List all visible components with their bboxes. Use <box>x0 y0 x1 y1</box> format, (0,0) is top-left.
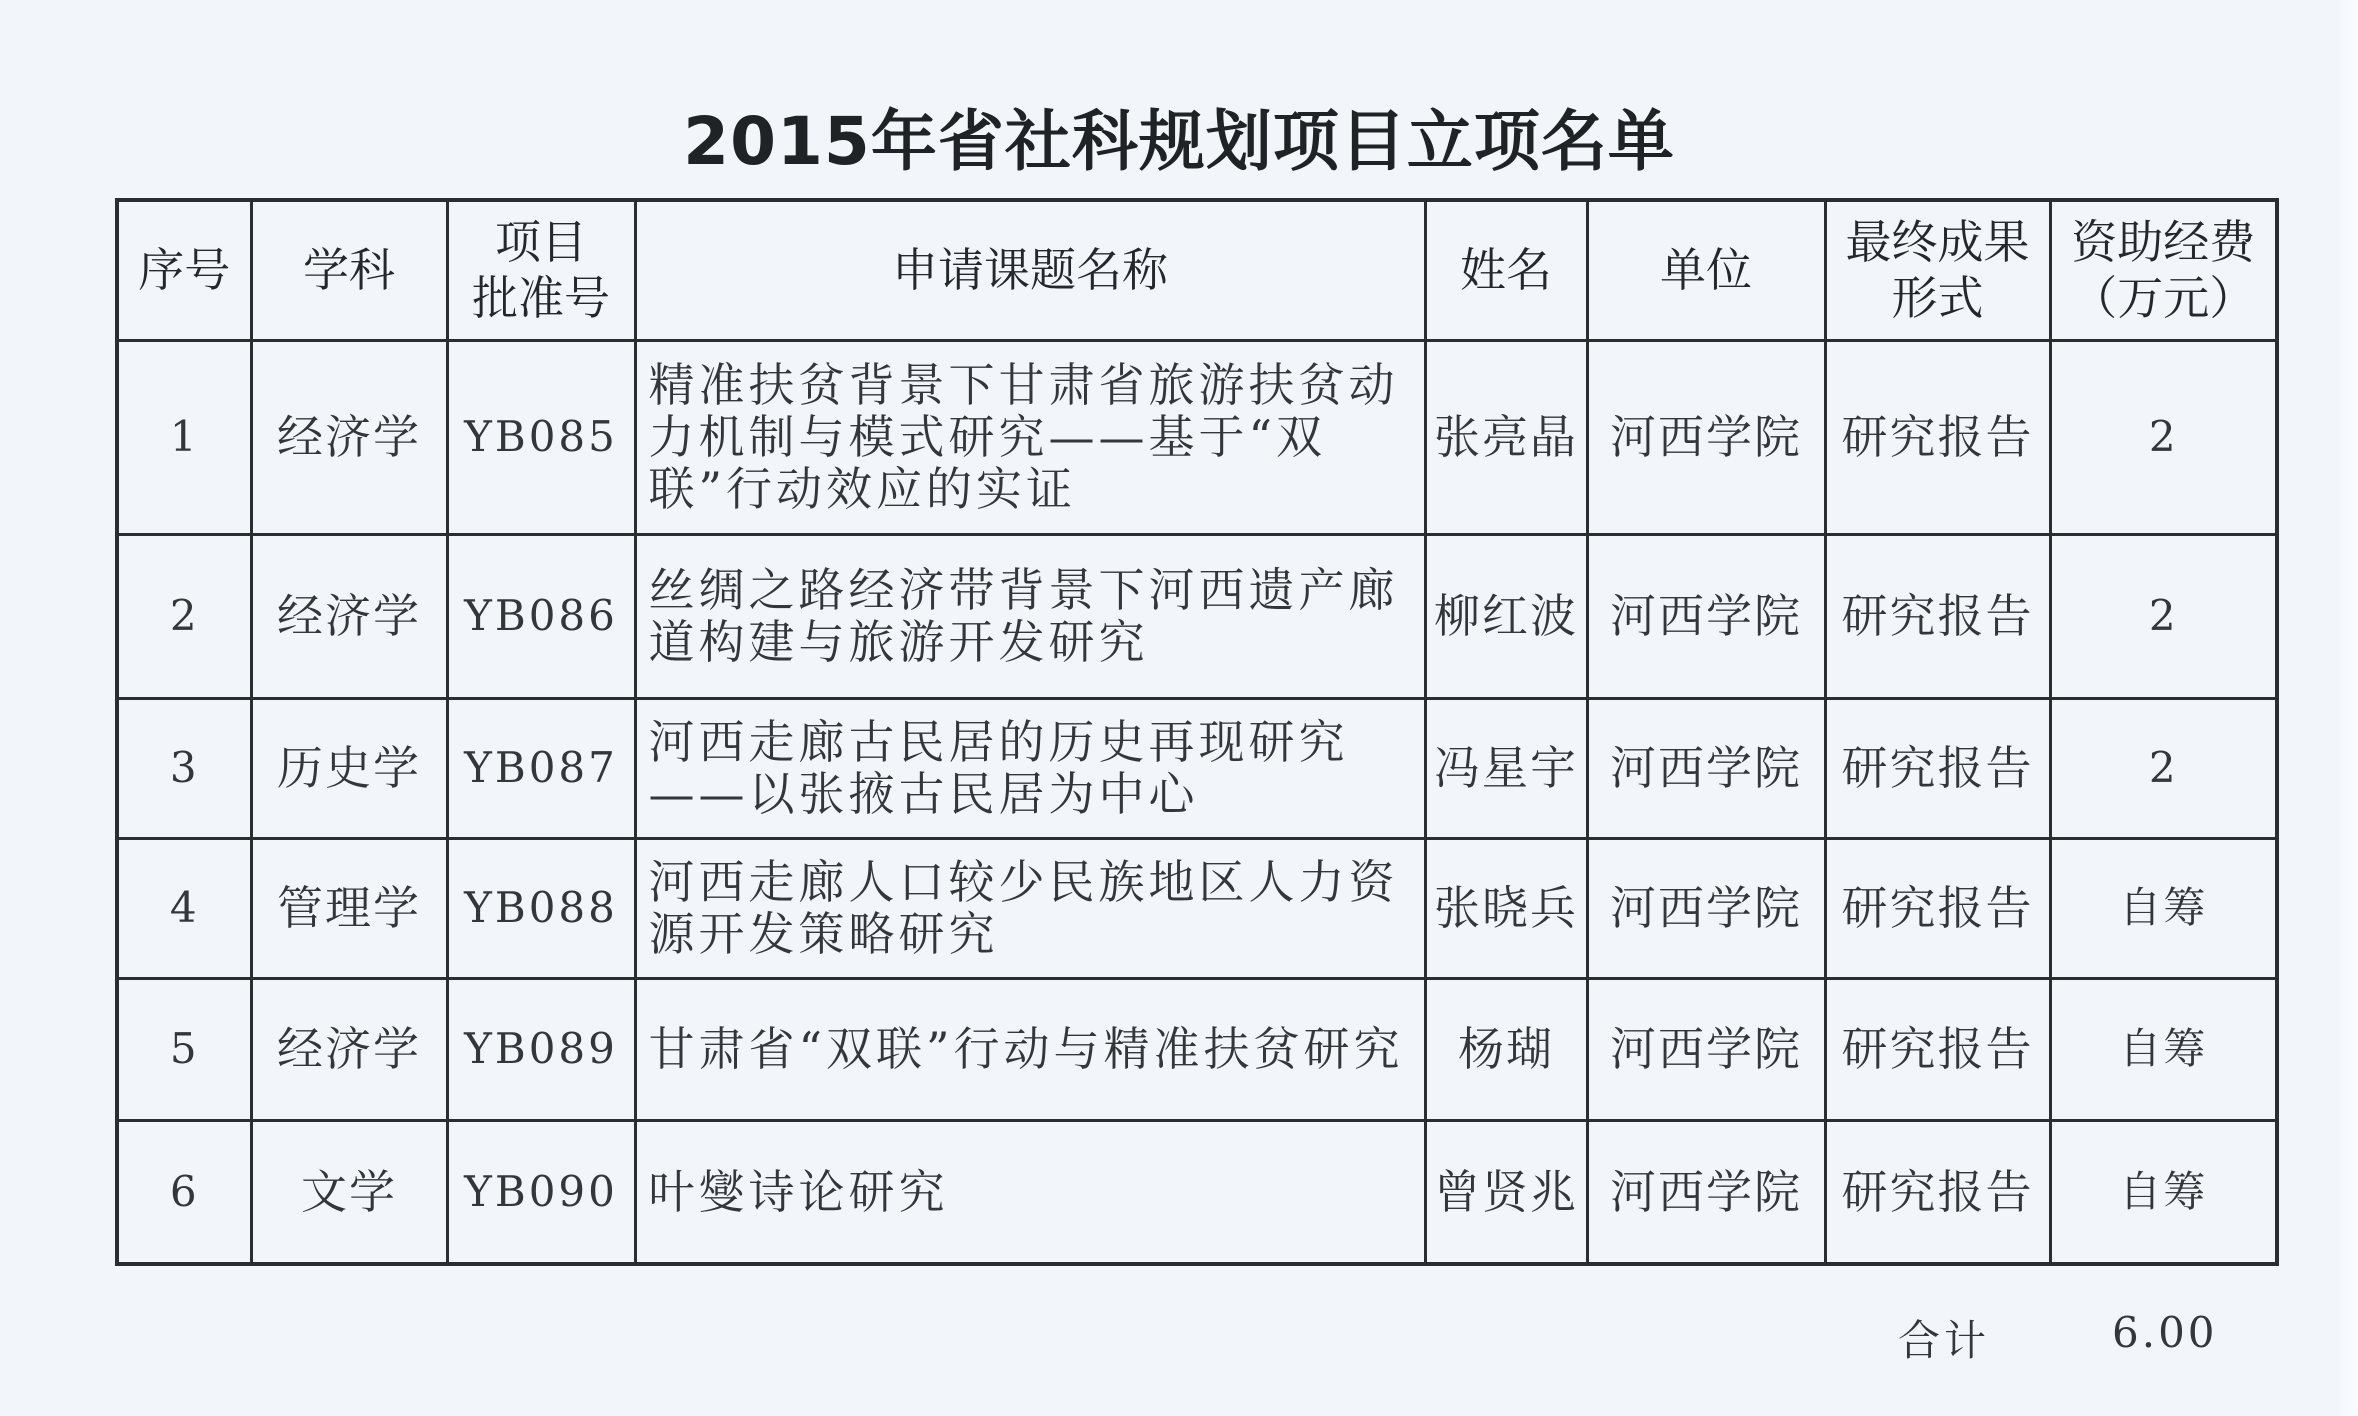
cell-seq: 2 <box>117 534 251 698</box>
cell-funding: 自筹 <box>2050 838 2277 978</box>
cell-discipline: 历史学 <box>251 698 447 838</box>
cell-name: 曾贤兆 <box>1425 1120 1587 1264</box>
cell-result-form: 研究报告 <box>1825 838 2050 978</box>
total-label: 合计 <box>1898 1316 1991 1365</box>
header-approval-line1: 项目 <box>495 215 587 270</box>
cell-name: 冯星宇 <box>1425 698 1587 838</box>
cell-discipline: 经济学 <box>251 340 447 534</box>
cell-topic: 叶燮诗论研究 <box>635 1120 1425 1264</box>
cell-discipline: 文学 <box>251 1120 447 1264</box>
cell-topic: 河西走廊古民居的历史再现研究——以张掖古民居为中心 <box>635 698 1425 838</box>
header-funding-line2: （万元） <box>2071 271 2256 326</box>
header-result-form <box>1825 200 2050 340</box>
header-unit: 单位 <box>1587 200 1825 340</box>
cell-approval-number: YB089 <box>447 978 635 1120</box>
cell-unit: 河西学院 <box>1587 340 1825 534</box>
cell-name: 杨瑚 <box>1425 978 1587 1120</box>
cell-seq: 6 <box>117 1120 251 1264</box>
cell-unit: 河西学院 <box>1587 534 1825 698</box>
document-title: 2015年省社科规划项目立项名单 <box>683 103 1675 180</box>
cell-approval-number: YB088 <box>447 838 635 978</box>
header-discipline: 学科 <box>251 200 447 340</box>
header-seq: 序号 <box>117 200 251 340</box>
cell-unit: 河西学院 <box>1587 978 1825 1120</box>
cell-seq: 1 <box>117 340 251 534</box>
cell-unit: 河西学院 <box>1587 1120 1825 1264</box>
cell-discipline: 经济学 <box>251 978 447 1120</box>
cell-result-form: 研究报告 <box>1825 340 2050 534</box>
cell-topic: 河西走廊人口较少民族地区人力资源开发策略研究 <box>635 838 1425 978</box>
header-funding-line1: 资助经费 <box>2071 215 2256 270</box>
table-row <box>117 534 2277 698</box>
cell-name: 张晓兵 <box>1425 838 1587 978</box>
table-header-row <box>117 200 2277 340</box>
total-value: 6.00 <box>2112 1308 2218 1357</box>
table-row <box>117 1120 2277 1264</box>
table-row <box>117 978 2277 1120</box>
header-topic: 申请课题名称 <box>635 200 1425 340</box>
cell-name: 张亮晶 <box>1425 340 1587 534</box>
header-approval-line2: 批准号 <box>472 271 610 326</box>
cell-topic: 甘肃省“双联”行动与精准扶贫研究 <box>635 978 1425 1120</box>
cell-discipline: 管理学 <box>251 838 447 978</box>
cell-seq: 5 <box>117 978 251 1120</box>
table-row <box>117 340 2277 534</box>
cell-funding: 2 <box>2050 340 2277 534</box>
cell-unit: 河西学院 <box>1587 838 1825 978</box>
cell-unit: 河西学院 <box>1587 698 1825 838</box>
cell-funding: 2 <box>2050 534 2277 698</box>
header-name: 姓名 <box>1425 200 1587 340</box>
cell-result-form: 研究报告 <box>1825 1120 2050 1264</box>
cell-seq: 3 <box>117 698 251 838</box>
cell-funding: 自筹 <box>2050 1120 2277 1264</box>
cell-funding: 2 <box>2050 698 2277 838</box>
cell-seq: 4 <box>117 838 251 978</box>
cell-discipline: 经济学 <box>251 534 447 698</box>
scan-edge-shading <box>2338 0 2358 1416</box>
cell-result-form: 研究报告 <box>1825 978 2050 1120</box>
table-row <box>117 838 2277 978</box>
project-list-table <box>115 198 2279 1266</box>
cell-approval-number: YB086 <box>447 534 635 698</box>
cell-result-form: 研究报告 <box>1825 534 2050 698</box>
header-result-line2: 形式 <box>1891 271 1984 326</box>
cell-topic: 精准扶贫背景下甘肃省旅游扶贫动力机制与模式研究——基于“双联”行动效应的实证 <box>635 340 1425 534</box>
cell-funding: 自筹 <box>2050 978 2277 1120</box>
cell-result-form: 研究报告 <box>1825 698 2050 838</box>
cell-name: 柳红波 <box>1425 534 1587 698</box>
table-row <box>117 698 2277 838</box>
header-funding <box>2050 200 2277 340</box>
cell-topic: 丝绸之路经济带背景下河西遗产廊道构建与旅游开发研究 <box>635 534 1425 698</box>
header-result-line1: 最终成果 <box>1845 215 2030 270</box>
cell-approval-number: YB087 <box>447 698 635 838</box>
cell-approval-number: YB090 <box>447 1120 635 1264</box>
header-approval-number <box>447 200 635 340</box>
cell-approval-number: YB085 <box>447 340 635 534</box>
